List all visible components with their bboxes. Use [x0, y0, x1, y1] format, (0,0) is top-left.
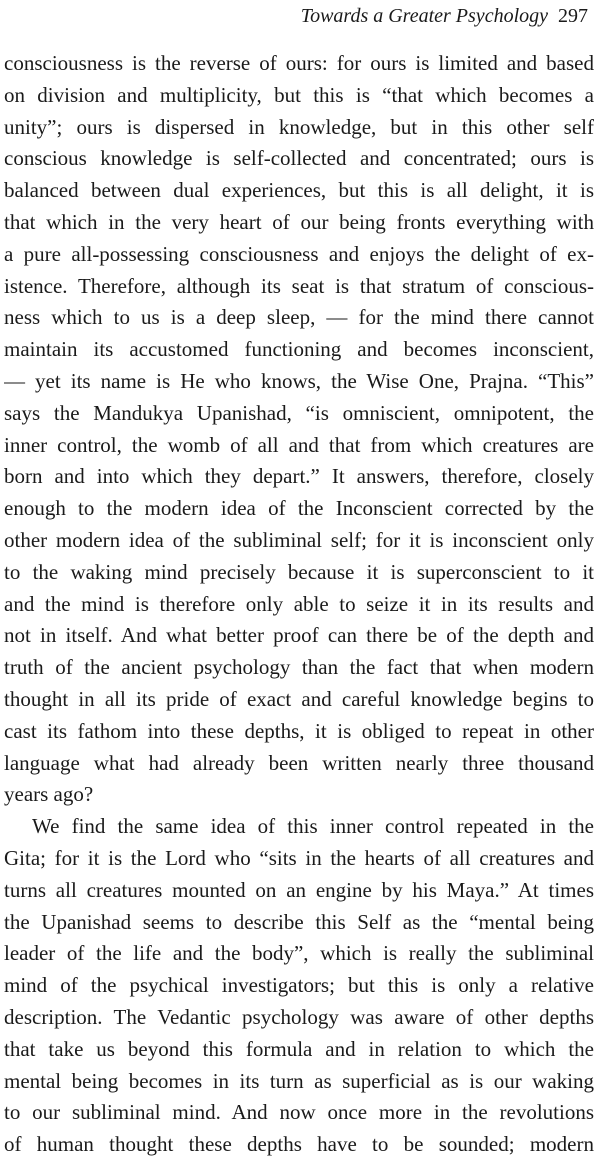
text-line: not in itself. And what better proof can there be of the depth and: [4, 623, 594, 648]
text-line: born and into which they depart.” It answers, therefore, closely: [4, 464, 594, 489]
text-line: — yet its name is He who knows, the Wise One, Prajna. “This”: [4, 368, 594, 393]
text-line: consciousness is the reverse of ours: for ours is limited and based: [4, 51, 594, 75]
text-line: that take us beyond this formula and in relation to which the: [4, 1036, 594, 1061]
text-line: truth of the ancient psychology than the fact that when modern: [4, 655, 594, 680]
text-line: mental being becomes in its turn as superficial as is our waking: [4, 1068, 594, 1093]
text-line: and the mind is therefore only able to seize it in its results and: [4, 591, 594, 616]
text-line: other modern idea of the subliminal self; for it is inconscient only: [4, 527, 594, 552]
text-line: unity”; ours is dispersed in knowledge, but in this other self: [4, 114, 594, 139]
text-line: of human thought these depths have to be sounded; modern: [4, 1132, 594, 1157]
text-line: enough to the modern idea of the Inconscient corrected by the: [4, 496, 594, 521]
text-line: cast its fathom into these depths, it is obliged to repeat in other: [4, 718, 594, 743]
text-line: balanced between dual experiences, but this is all delight, it is: [4, 178, 594, 203]
text-line: ness which to us is a deep sleep, — for the mind there cannot: [4, 305, 594, 330]
text-line: the Upanishad seems to describe this Self as the “mental being: [4, 909, 594, 934]
text-line: description. The Vedantic psychology was aware of other depths: [4, 1004, 594, 1029]
text-line: istence. Therefore, although its seat is that stratum of conscious-: [4, 273, 594, 298]
text-line: years ago?: [4, 782, 94, 807]
text-line: to the waking mind precisely because it is superconscient to it: [4, 559, 594, 584]
text-line: mind of the psychical investigators; but this is only a relative: [4, 973, 594, 998]
text-line: conscious knowledge is self-collected and concentrated; ours is: [4, 146, 594, 171]
body-text: [4, 48, 594, 1161]
text-line: says the Mandukya Upanishad, “is omniscient, omnipotent, the: [4, 400, 594, 425]
text-line: thought in all its pride of exact and careful knowledge begins to: [4, 686, 594, 711]
paragraph: [4, 811, 594, 1161]
text-line: on division and multiplicity, but this is “that which becomes a: [4, 82, 594, 107]
text-line: that which in the very heart of our being fronts everything with: [4, 209, 594, 234]
text-line: leader of the life and the body”, which is really the subliminal: [4, 941, 594, 966]
text-line: We find the same idea of this inner control repeated in the: [32, 814, 594, 839]
text-line: language what had already been written nearly three thousand: [4, 750, 594, 775]
paragraph: [4, 48, 594, 811]
running-head-title: Towards a Greater Psychology: [300, 5, 548, 27]
page-number: 297: [558, 5, 588, 27]
text-line: inner control, the womb of all and that from which creatures are: [4, 432, 594, 457]
text-line: a pure all-possessing consciousness and enjoys the delight of ex-: [4, 241, 594, 266]
text-line: maintain its accustomed functioning and becomes inconscient,: [4, 337, 594, 362]
text-line: turns all creatures mounted on an engine by his Maya.” At times: [4, 877, 594, 902]
running-head: [301, 4, 588, 28]
text-line: Gita; for it is the Lord who “sits in the hearts of all creatures and: [4, 845, 594, 870]
text-line: to our subliminal mind. And now once more in the revolutions: [4, 1100, 594, 1125]
